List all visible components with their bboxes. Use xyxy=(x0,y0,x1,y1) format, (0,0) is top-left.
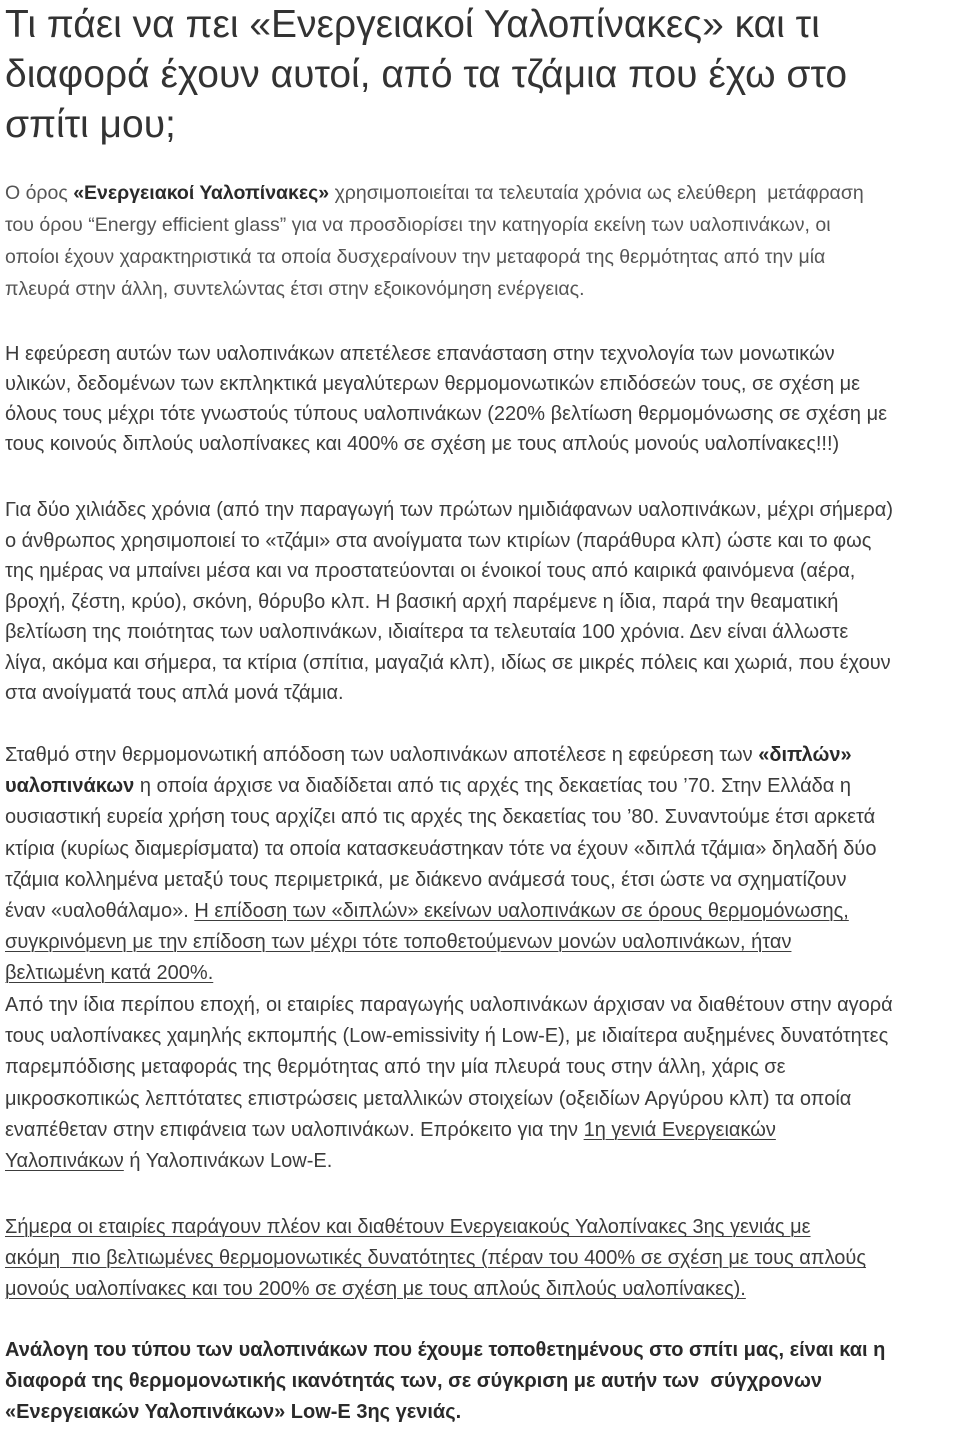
text-segment: στα ανοίγματά τους απλά μονά τζάμια. xyxy=(5,682,344,704)
text-segment: λίγα, ακόμα και σήμερα, τα κτίρια (σπίτια, μαγαζιά κλπ), ιδίως σε μικρές πόλεις και χωριά, που έχουν xyxy=(5,651,891,674)
text-segment: η οποία άρχισε να διαδίδεται από τις αρχές της δεκαετίας του ’70. Στην Ελλάδα η xyxy=(134,775,852,798)
text-segment: Από την ίδια περίπου εποχή, οι εταιρίες παραγωγής υαλοπινάκων άρχισαν να διαθέτουν στην αγορά xyxy=(5,994,893,1016)
text-segment: Για δύο χιλιάδες χρόνια (από την παραγωγή των πρώτων ημιδιάφανων υαλοπινάκων, μέχρι σήμερα) xyxy=(5,499,893,521)
text-segment: Η εφεύρεση αυτών των υαλοπινάκων απετέλεσε επανάσταση στην τεχνολογία των μονωτικών xyxy=(5,343,835,365)
text-line xyxy=(5,802,876,833)
text-line xyxy=(5,526,893,557)
text-line xyxy=(5,241,864,273)
text-line xyxy=(5,429,887,459)
text-line xyxy=(5,740,876,771)
intro-paragraph xyxy=(5,177,864,305)
text-line xyxy=(5,1212,866,1243)
invention-paragraph xyxy=(5,339,887,459)
text-line xyxy=(5,556,893,587)
underlined-text: Η επίδοση των «διπλών» εκείνων υαλοπινάκων σε όρους θερμομόνωσης, xyxy=(194,900,849,923)
text-segment: Ο όρος xyxy=(5,182,74,204)
text-line xyxy=(5,399,887,429)
title-line: διαφορά έχουν αυτοί, από τα τζάμια που έχω στο xyxy=(5,53,848,96)
text-line xyxy=(5,1084,893,1115)
bold-text: υαλοπινάκων xyxy=(5,775,135,798)
text-segment: τους κοινούς διπλούς υαλοπίνακες και 400% σε σχέση με τους απλούς μονούς υαλοπίνακες!!!) xyxy=(5,433,840,455)
text-segment: όλους τους μέχρι τότε γνωστούς τύπους υαλοπινάκων (220% βελτίωση θερμομόνωσης σε σχέση με xyxy=(5,403,888,425)
text-line xyxy=(5,990,893,1021)
today-paragraph xyxy=(5,1212,866,1305)
text-line xyxy=(5,678,893,709)
text-segment: χρησιμοποιείται τα τελευταία χρόνια ως ελεύθερη μετάφραση xyxy=(329,182,864,204)
text-segment: υλικών, δεδομένων των εκπληκτικά μεγαλύτερων θερμομονωτικών επιδόσεών τους, σε σχέση με xyxy=(5,373,861,395)
text-line xyxy=(5,1366,885,1397)
text-segment: παρεμπόδισης μεταφοράς της θερμότητας από την μία πλευρά τους στην άλλη, χάρις σε xyxy=(5,1056,786,1079)
text-line xyxy=(5,177,864,209)
text-segment: οποίοι έχουν χαρακτηριστικά τα οποία δυσχεραίνουν την μεταφορά της θερμότητας από την μία xyxy=(5,246,826,268)
text-line xyxy=(5,865,876,896)
double-glazing-paragraph xyxy=(5,740,876,990)
underlined-text: 1η γενιά Ενεργειακών xyxy=(583,1118,776,1141)
text-segment: του όρου “Energy efficient glass” για να προσδιορίσει την κατηγορία εκείνη των υαλοπινάκων, οι xyxy=(5,214,831,236)
title-line: Τι πάει να πει «Ενεργειακοί Υαλοπίνακες» και τι xyxy=(5,3,820,46)
text-line xyxy=(5,1274,866,1305)
page-title xyxy=(5,0,847,150)
text-line xyxy=(5,369,887,399)
underlined-text: μονούς υαλοπίνακες και του 200% σε σχέση με τους απλούς διπλούς υαλοπίνακες). xyxy=(5,1278,746,1300)
text-line xyxy=(5,927,876,958)
text-line xyxy=(5,1146,893,1177)
text-line xyxy=(5,771,876,802)
underlined-text: Υαλοπινάκων xyxy=(5,1150,124,1173)
title-line: σπίτι μου; xyxy=(5,103,176,146)
bold-text: διαφορά της θερμομονωτικής ικανότητάς των, σε σύγκριση με αυτήν των σύγχρονων xyxy=(5,1370,823,1392)
low-e-paragraph xyxy=(5,990,893,1177)
underlined-text: συγκρινόμενη με την επίδοση των μέχρι τότε τοποθετούμενων μονών υαλοπινάκων, ήταν xyxy=(5,931,792,954)
text-segment: βροχή, ζέστη, κρύο), σκόνη, θόρυβο κλπ. Η βασική αρχή παρέμενε η ίδια, παρά την θεαματική xyxy=(5,590,839,613)
text-line xyxy=(5,209,864,241)
text-segment: βελτίωση της ποιότητας των υαλοπινάκων, ιδιαίτερα τα τελευταία 100 χρόνια. Δεν είναι άλλωστε xyxy=(5,621,849,643)
text-line xyxy=(5,617,893,648)
text-line xyxy=(5,896,876,927)
text-segment: ουσιαστική ευρεία χρήση τους αρχίζει από τις αρχές της δεκαετίας του ’80. Συναντούμε έτσι αρκετά xyxy=(5,806,876,829)
text-segment: πλευρά στην άλλη, συντελώντας έτσι στην εξοικονόμηση ενέργειας. xyxy=(5,278,585,300)
history-paragraph xyxy=(5,495,893,709)
bold-text: «διπλών» xyxy=(758,744,852,766)
text-segment: εναπέθεταν στην επιφάνεια των υαλοπινάκων. Επρόκειτο για την xyxy=(5,1118,584,1141)
text-line xyxy=(5,648,893,679)
text-segment: ή Υαλοπινάκων Low-E. xyxy=(123,1150,333,1173)
text-line xyxy=(5,587,893,618)
text-line xyxy=(5,1021,893,1052)
text-segment: μικροσκοπικώς λεπτότατες επιστρώσεις μεταλλικών στοιχείων (οξειδίων Αργύρου κλπ) τα οποία xyxy=(5,1087,852,1110)
text-line xyxy=(5,1243,866,1274)
text-segment: Σταθμό στην θερμομονωτική απόδοση των υαλοπινάκων αποτέλεσε η εφεύρεση των xyxy=(5,744,759,766)
bold-text: «Ενεργειακών Υαλοπινάκων» Low-E 3ης γενιάς. xyxy=(5,1401,462,1423)
text-line xyxy=(5,339,887,369)
text-line xyxy=(5,273,864,305)
text-line xyxy=(5,495,893,526)
conclusion-paragraph xyxy=(5,1335,885,1428)
text-line xyxy=(5,1335,885,1366)
bold-text: Ανάλογη του τύπου των υαλοπινάκων που έχουμε τοποθετημένους στο σπίτι μας, είναι και η xyxy=(5,1339,886,1361)
text-segment: ο άνθρωπος χρησιμοποιεί το «τζάμι» στα ανοίγματα των κτιρίων (παράθυρα κλπ) ώστε και το φως xyxy=(5,529,872,552)
text-segment: έναν «υαλοθάλαμο». xyxy=(5,900,195,923)
text-segment: της ημέρας να μπαίνει μέσα και να προστατεύονται οι ένοικοί τους από καιρικά φαινόμενα (αέρα, xyxy=(5,560,856,582)
bold-text: «Ενεργειακοί Υαλοπίνακες» xyxy=(73,182,330,204)
text-line xyxy=(5,1115,893,1146)
text-line xyxy=(5,834,876,865)
text-segment: τους υαλοπίνακες χαμηλής εκπομπής (Low-emissivity ή Low-E), με ιδιαίτερα αυξημένες δυνατότητες xyxy=(5,1025,889,1048)
text-line xyxy=(5,1397,885,1428)
underlined-text: ακόμη πιο βελτιωμένες θερμομονωτικές δυνατότητες (πέραν του 400% σε σχέση με τους απλούς xyxy=(5,1247,866,1269)
text-segment: τζάμια κολλημένα μεταξύ τους περιμετρικά, με διάκενο ανάμεσά τους, έτσι ώστε να σχηματίζουν xyxy=(5,868,847,891)
text-line xyxy=(5,1052,893,1083)
underlined-text: βελτιωμένη κατά 200%. xyxy=(5,962,214,985)
underlined-text: Σήμερα οι εταιρίες παράγουν πλέον και διαθέτουν Ενεργειακούς Υαλοπίνακες 3ης γενιάς με xyxy=(5,1216,811,1238)
text-line xyxy=(5,958,876,989)
text-segment: κτίρια (κυρίως διαμερίσματα) τα οποία κατασκευάστηκαν τότε να έχουν «διπλά τζάμια» δηλαδή δύο xyxy=(5,837,877,860)
